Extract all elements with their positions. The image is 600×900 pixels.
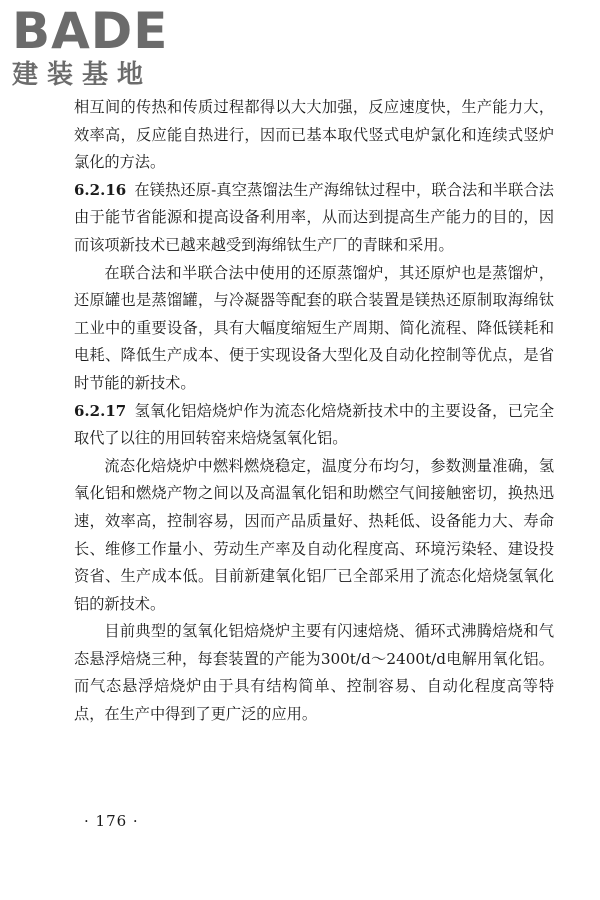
section-6-2-16 [74, 177, 554, 260]
paragraph-continuation [74, 94, 554, 177]
section-number: 6.2.16 [74, 180, 127, 199]
logo-wordmark: BADE [12, 2, 169, 60]
paragraph-text: 相互间的传热和传质过程都得以大大加强，反应速度快，生产能力大，效率高，反应能自热进行，因而已基本取代竖式电炉氯化和连续式竖炉氯化的方法。 [74, 98, 554, 172]
logo-subtitle: 建装基地 [12, 60, 153, 90]
page-number: · 176 · [84, 812, 139, 830]
logo [12, 2, 182, 96]
paragraph-text: 流态化焙烧炉中燃料燃烧稳定，温度分布均匀，参数测量准确，氢氧化铝和燃烧产物之间以及高温氧化铝和助燃空气间接触密切，换热迅速，效率高，控制容易，因而产品质量好、热耗低、设备能力大、寿命长、维修工作量小、劳动生产率及自动化程度高、环境污染轻、建设投资省、生产成本低。目前新建氧化铝厂已全部采用了流态化焙烧氢氧化铝的新技术。 [74, 456, 554, 613]
paragraph-text: 在镁热还原-真空蒸馏法生产海绵钛过程中，联合法和半联合法由于能节省能源和提高设备利用率，从而达到提高生产能力的目的，因而该项新技术已越来越受到海绵钛生产厂的青睐和采用。 [74, 180, 554, 254]
section-number: 6.2.17 [74, 401, 127, 420]
paragraph-reduction-furnace [74, 260, 554, 398]
page-body [74, 94, 554, 729]
paragraph-text: 目前典型的氢氧化铝焙烧炉主要有闪速焙烧、循环式沸腾焙烧和气态悬浮焙烧三种，每套装置的产能为300t/d～2400t/d电解用氧化铝。而气态悬浮焙烧炉由于具有结构简单、控制容易、自动化程度高等特点，在生产中得到了更广泛的应用。 [74, 622, 554, 724]
section-6-2-17 [74, 398, 554, 453]
paragraph-text: 在联合法和半联合法中使用的还原蒸馏炉，其还原炉也是蒸馏炉，还原罐也是蒸馏罐，与冷凝器等配套的联合装置是镁热还原制取海绵钛工业中的重要设备，具有大幅度缩短生产周期、简化流程、降低镁耗和电耗、降低生产成本、便于实现设备大型化及自动化控制等优点，是省时节能的新技术。 [74, 263, 554, 392]
paragraph-fluidized-roasting [74, 453, 554, 619]
paragraph-text: 氢氧化铝焙烧炉作为流态化焙烧新技术中的主要设备，已完全取代了以往的用回转窑来焙烧氢氧化铝。 [74, 401, 554, 448]
paragraph-typical-roasters [74, 618, 554, 728]
